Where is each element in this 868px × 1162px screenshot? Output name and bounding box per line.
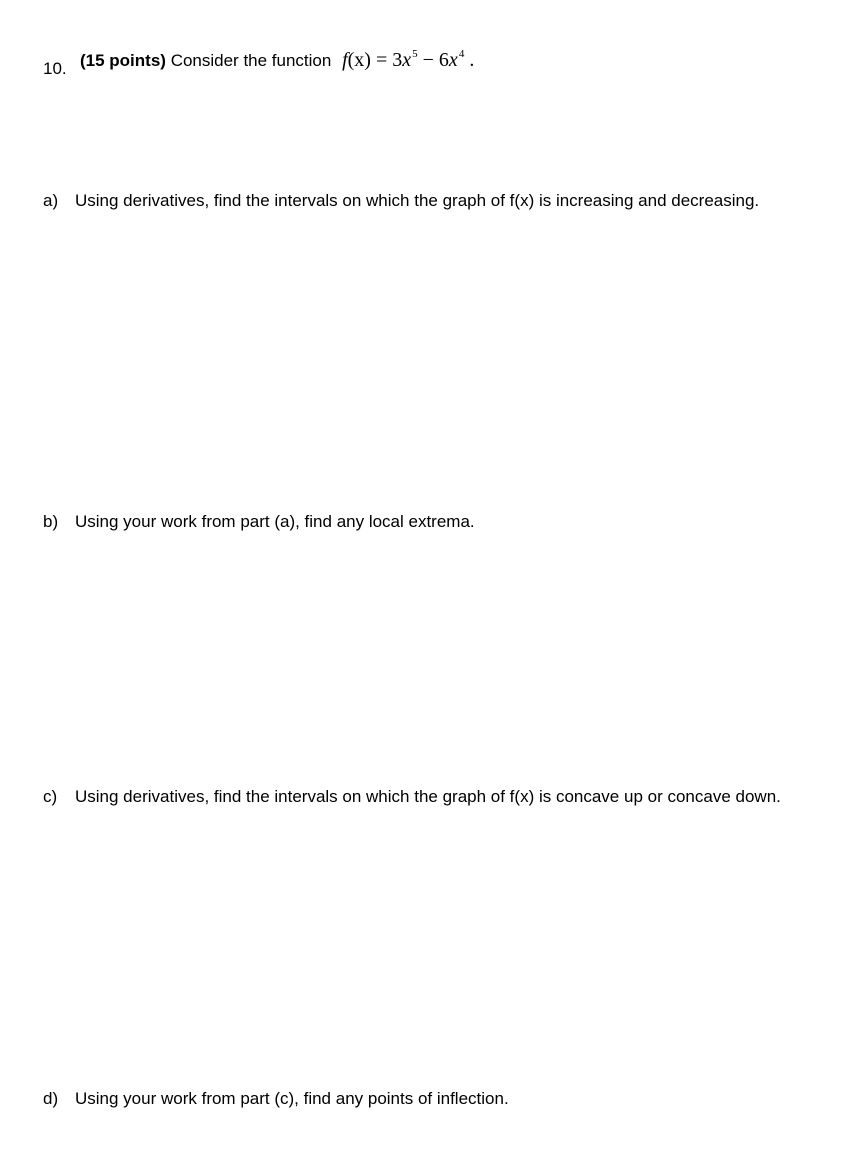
part-d-text: Using your work from part (c), find any points of inflection.: [75, 1089, 509, 1108]
function-minus: − 6: [417, 49, 449, 71]
function-exponent-2: 4: [458, 48, 465, 60]
part-c-text: Using derivatives, find the intervals on which the graph of f(x) is concave up or concave down.: [75, 787, 781, 806]
function-var-1: x: [402, 49, 412, 71]
function-name: f: [342, 49, 348, 71]
part-b: [43, 508, 833, 536]
part-b-label: b): [43, 512, 59, 531]
points-label: (15 points): [80, 51, 166, 70]
part-c-label: c): [43, 787, 58, 806]
function-end: .: [464, 49, 475, 71]
part-a: [43, 187, 833, 215]
function-exponent-1: 5: [412, 48, 418, 60]
part-a-text: Using derivatives, find the intervals on which the graph of f(x) is increasing and decreasing.: [75, 191, 760, 210]
part-d-label: d): [43, 1089, 59, 1108]
problem-number: 10.: [43, 59, 67, 78]
part-d: [43, 1085, 833, 1113]
function-arg: (x): [347, 49, 371, 71]
part-b-text: Using your work from part (a), find any local extrema.: [75, 512, 475, 531]
function-equals: = 3: [370, 49, 403, 71]
function-var-2: x: [448, 49, 458, 71]
part-a-label: a): [43, 191, 59, 210]
part-c: [43, 783, 833, 811]
function-formula: [342, 49, 474, 71]
problem-intro: Consider the function: [170, 51, 332, 70]
problem-statement: [80, 48, 474, 72]
